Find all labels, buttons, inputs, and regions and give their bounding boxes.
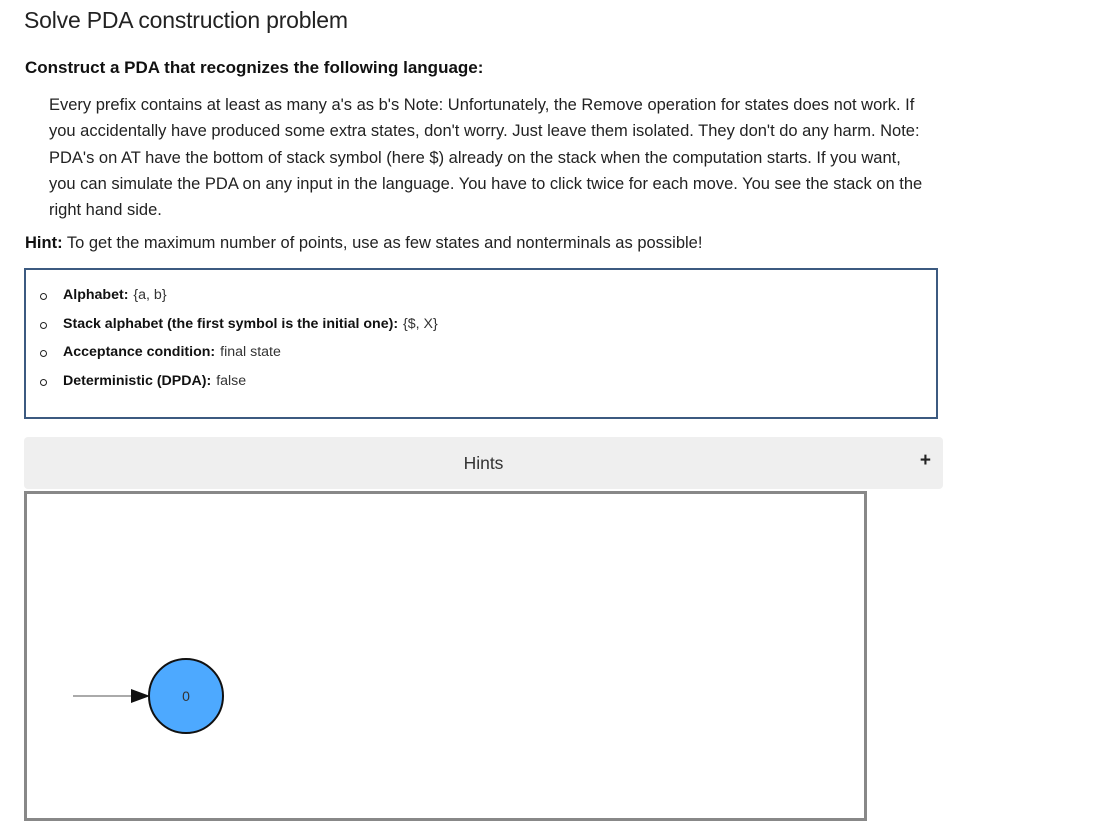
- spec-item-acceptance: [40, 344, 438, 373]
- spec-item-deterministic: [40, 373, 438, 402]
- spec-label: Acceptance condition:: [63, 344, 216, 361]
- hint-text: To get the maximum number of points, use as few states and nonterminals as possible!: [62, 234, 703, 252]
- state-node-0[interactable]: [149, 659, 223, 733]
- spec-list: [40, 287, 438, 402]
- spec-value: false: [216, 373, 247, 390]
- bullet-icon: [40, 293, 47, 300]
- spec-value: final state: [220, 344, 281, 361]
- problem-description: Every prefix contains at least as many a's as b's Note: Unfortunately, the Remove operation for states does not work. If you accidentally have produced some extra states, don't worry. Just leave them isolated. They don't do any harm. Note: PDA's on AT have the bottom of stack symbol (here $) already on the stack when the computation starts. If you want, you can simulate the PDA on any input in the language. You have to click twice for each move. You see the stack on the right hand side.: [49, 96, 923, 220]
- hint-label: Hint:: [25, 234, 63, 252]
- pda-graph[interactable]: [27, 494, 864, 818]
- bullet-icon: [40, 322, 47, 329]
- spec-label: Deterministic (DPDA):: [63, 373, 212, 390]
- spec-value: {a, b}: [133, 287, 167, 303]
- pda-editor-canvas[interactable]: [24, 491, 867, 821]
- problem-heading: Construct a PDA that recognizes the following language:: [25, 58, 484, 77]
- spec-box: [24, 268, 938, 419]
- state-label: 0: [182, 688, 190, 704]
- hints-label: Hints: [463, 453, 504, 473]
- initial-arrow-head-icon: [131, 689, 150, 703]
- hints-panel-header[interactable]: [24, 437, 943, 489]
- page-title: Solve PDA construction problem: [24, 7, 348, 33]
- spec-label: Stack alphabet (the first symbol is the initial one):: [63, 315, 399, 332]
- expand-hints-button[interactable]: +: [919, 450, 931, 471]
- bullet-icon: [40, 350, 47, 357]
- spec-item-alphabet: [40, 287, 438, 316]
- spec-item-stack-alphabet: [40, 316, 438, 345]
- spec-label: Alphabet:: [63, 287, 129, 303]
- spec-value: {$, X}: [403, 315, 438, 332]
- hint-line: [25, 234, 702, 253]
- bullet-icon: [40, 379, 47, 386]
